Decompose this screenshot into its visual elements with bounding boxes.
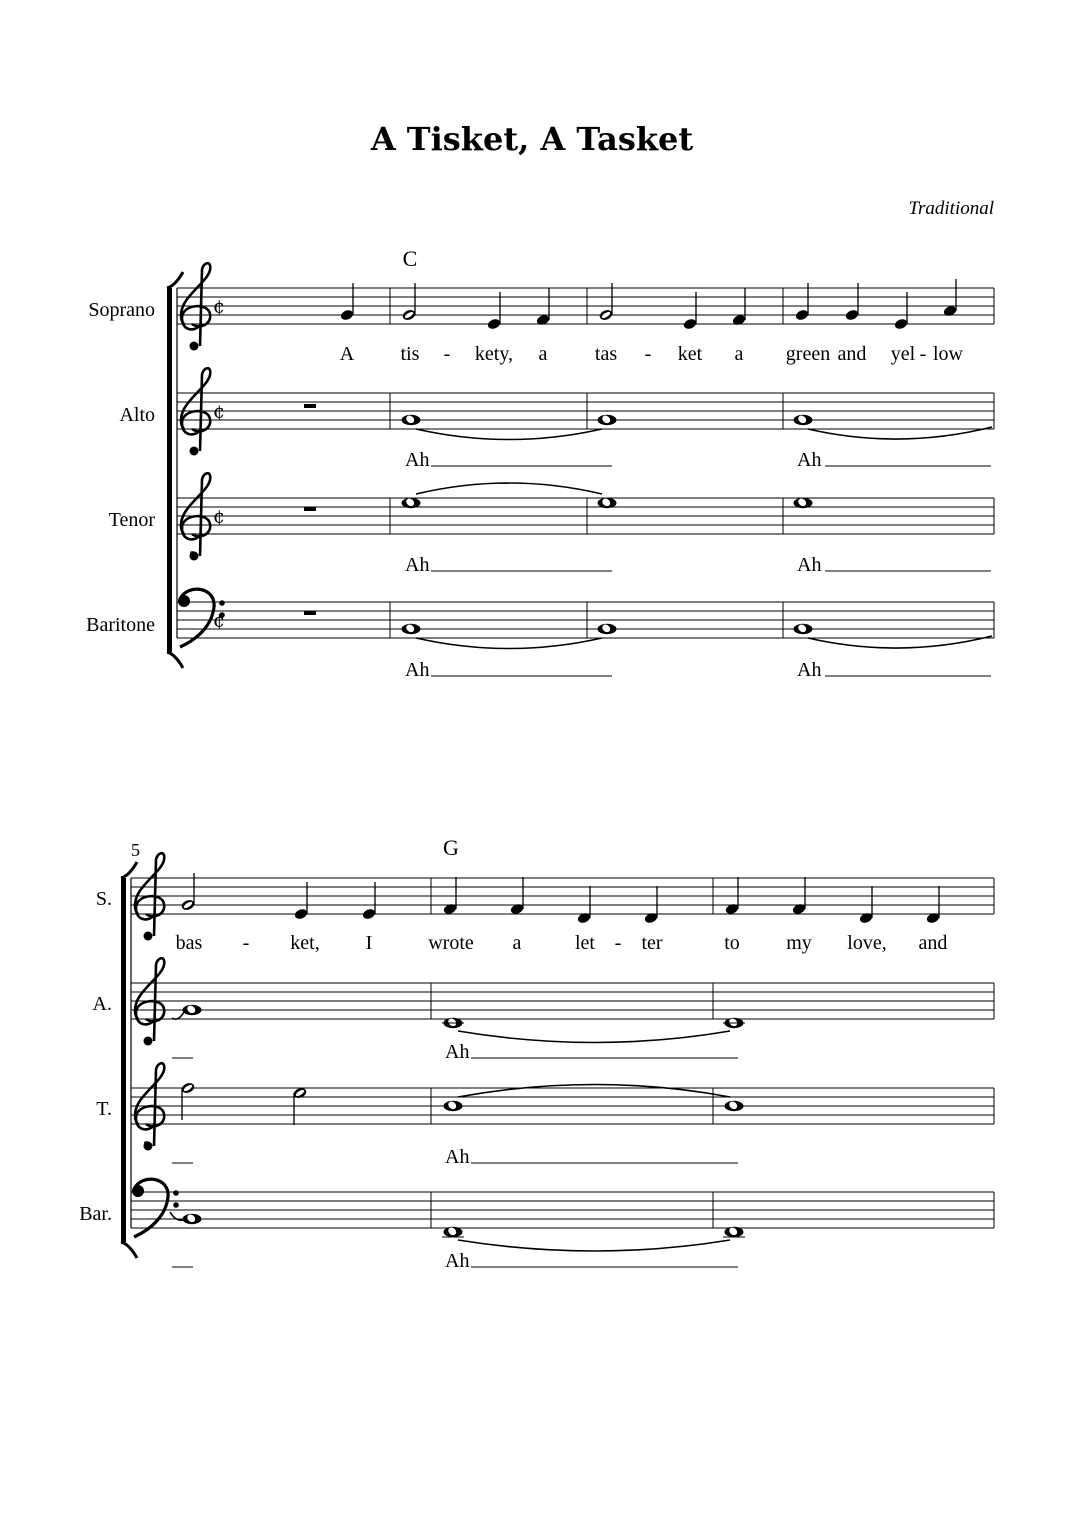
lyric-syllable: kety, bbox=[474, 343, 514, 365]
lyric-syllable: love, bbox=[847, 932, 887, 954]
staff-soprano bbox=[88, 263, 994, 365]
cut-time-signature: ¢ bbox=[213, 401, 226, 423]
lyric-syllable: Ah bbox=[445, 1041, 470, 1063]
lyric-syllable: Ah bbox=[405, 659, 430, 681]
staff-baritone bbox=[86, 589, 994, 681]
lyric-syllable: Ah bbox=[797, 659, 822, 681]
lyric-syllable: ter bbox=[641, 932, 663, 954]
lyrics bbox=[176, 932, 948, 954]
tie bbox=[458, 1085, 730, 1098]
lyric-hyphen: - bbox=[644, 343, 652, 365]
lyric-syllable: a bbox=[734, 343, 744, 365]
system-1 bbox=[86, 246, 994, 681]
lyric-syllable: low bbox=[933, 343, 963, 365]
lyric-hyphen: - bbox=[919, 343, 927, 365]
tie bbox=[416, 483, 602, 494]
lyric-syllable: wrote bbox=[428, 932, 474, 954]
tie bbox=[458, 1240, 730, 1251]
staff-tenor bbox=[109, 473, 994, 576]
lyric-hyphen: - bbox=[614, 932, 622, 954]
staff-alto bbox=[93, 958, 994, 1063]
cut-time-signature: ¢ bbox=[213, 506, 226, 528]
treble-8vb-clef bbox=[135, 1063, 164, 1150]
tie bbox=[458, 1031, 730, 1043]
part-name: T. bbox=[96, 1098, 112, 1120]
lyric-syllable: I bbox=[365, 932, 373, 954]
lyric-hyphen: - bbox=[242, 932, 250, 954]
part-name: Tenor bbox=[108, 509, 155, 531]
group-bracket bbox=[121, 862, 137, 1258]
lyric-syllable: Ah bbox=[445, 1146, 470, 1168]
lyric-syllable: green bbox=[785, 343, 831, 365]
tie bbox=[416, 429, 602, 440]
staff-soprano bbox=[96, 853, 994, 954]
notes bbox=[339, 279, 957, 331]
lyrics bbox=[340, 343, 964, 365]
cut-time-signature: ¢ bbox=[213, 296, 226, 318]
lyric-syllable: ket, bbox=[290, 932, 320, 954]
notes bbox=[180, 873, 940, 925]
cut-time-signature: ¢ bbox=[213, 610, 226, 632]
composer: Traditional bbox=[908, 198, 994, 219]
treble-clef bbox=[135, 958, 164, 1045]
svg-text:8: 8 bbox=[143, 1139, 150, 1152]
lyric-syllable: bas bbox=[175, 932, 203, 954]
lyric-syllable: let bbox=[575, 932, 595, 954]
lyric-syllable: and bbox=[918, 932, 948, 954]
lyric-syllable: my bbox=[786, 932, 812, 954]
tie bbox=[416, 638, 602, 649]
staff-alto bbox=[119, 368, 994, 471]
measure-number: 5 bbox=[131, 840, 140, 860]
treble-8vb-clef bbox=[181, 473, 210, 560]
chord-symbol: G bbox=[443, 835, 459, 860]
part-name: A. bbox=[92, 993, 112, 1015]
group-bracket bbox=[167, 272, 183, 668]
lyric-syllable: Ah bbox=[797, 449, 822, 471]
lyric-syllable: tis bbox=[400, 343, 420, 365]
whole-rest bbox=[304, 611, 316, 615]
part-name: Alto bbox=[119, 404, 155, 426]
part-name: S. bbox=[95, 888, 112, 910]
part-name: Baritone bbox=[86, 614, 155, 636]
lyric-syllable: Ah bbox=[797, 554, 822, 576]
treble-clef bbox=[181, 263, 210, 350]
lyric-syllable: a bbox=[538, 343, 548, 365]
lyric-syllable: A bbox=[339, 343, 355, 365]
lyric-syllable: Ah bbox=[405, 554, 430, 576]
staff-baritone bbox=[79, 1179, 994, 1272]
lyric-hyphen: - bbox=[443, 343, 451, 365]
lyric-syllable: yel bbox=[890, 343, 916, 365]
whole-rest bbox=[304, 404, 316, 408]
lyric-syllable: tas bbox=[594, 343, 618, 365]
tie bbox=[172, 1012, 184, 1019]
chord-symbol: C bbox=[402, 246, 418, 271]
lyric-syllable: and bbox=[837, 343, 867, 365]
treble-clef bbox=[135, 853, 164, 940]
part-name: Bar. bbox=[79, 1203, 112, 1225]
lyric-syllable: to bbox=[724, 932, 740, 954]
lyric-syllable: Ah bbox=[405, 449, 430, 471]
lyric-syllable: Ah bbox=[445, 1250, 470, 1272]
lyric-syllable: a bbox=[512, 932, 522, 954]
page-title: A Tisket, A Tasket bbox=[370, 120, 694, 158]
lyric-syllable: ket bbox=[677, 343, 703, 365]
part-name: Soprano bbox=[88, 299, 155, 321]
treble-clef bbox=[181, 368, 210, 455]
svg-text:8: 8 bbox=[189, 549, 196, 562]
system-2 bbox=[79, 835, 994, 1272]
whole-rest bbox=[304, 507, 316, 511]
staff-tenor bbox=[96, 1063, 994, 1168]
